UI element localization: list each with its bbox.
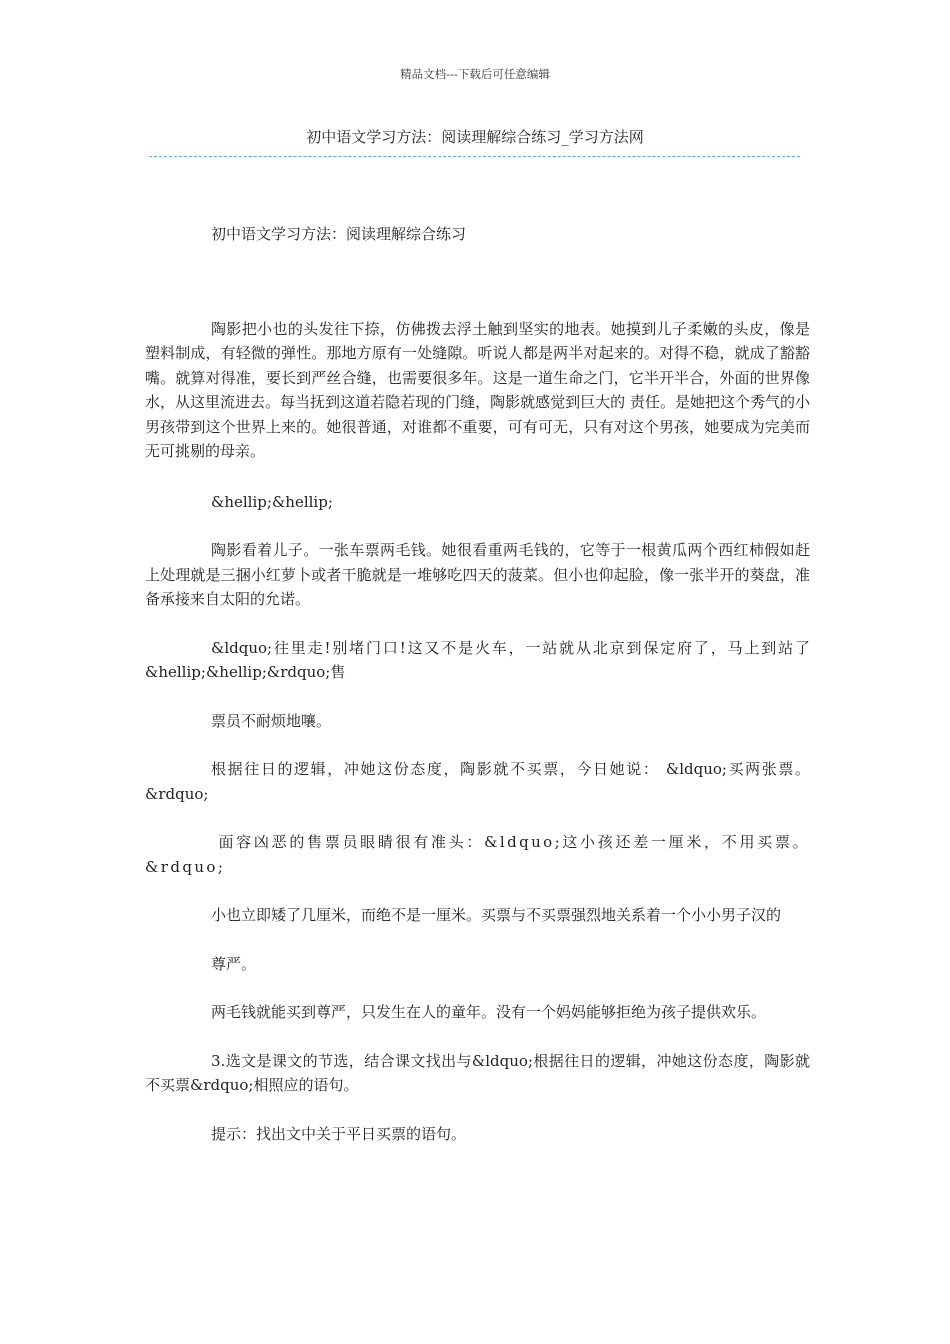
paragraph: 根据往日的逻辑，冲她这份态度，陶影就不买票，今日她说： &ldquo;买两张票。&rdquo;	[145, 760, 810, 803]
paragraph: 票员不耐烦地嚷。	[211, 711, 332, 730]
header-note: 精品文档---下载后可任意编辑	[400, 67, 550, 81]
document-title: 初中语文学习方法：阅读理解综合练习_学习方法网	[306, 128, 644, 146]
paragraph: &hellip;&hellip;	[211, 492, 333, 511]
paragraph: 两毛钱就能买到尊严，只发生在人的童年。没有一个妈妈能够拒绝为孩子提供欢乐。	[211, 1003, 767, 1021]
article-body	[145, 222, 810, 1170]
article-subtitle: 初中语文学习方法：阅读理解综合练习	[211, 225, 467, 243]
paragraph: 面容凶恶的售票员眼睛很有准头：&ldquo;这小孩还差一厘米，不用买票。&rdquo;	[145, 833, 810, 876]
paragraph: 陶影看着儿子。一张车票两毛钱。她很看重两毛钱的，它等于一根黄瓜两个西红柿假如赶上处理就是三捆小红萝卜或者干脆就是一堆够吃四天的菠菜。但小也仰起脸，像一张半开的葵盘，准备承接来自太阳的允诺。	[145, 541, 810, 608]
paragraph: 陶影把小也的头发往下捺，仿佛拨去浮土触到坚实的地表。她摸到儿子柔嫩的头皮，像是塑料制成，有轻微的弹性。那地方原有一处缝隙。听说人都是两半对起来的。对得不稳，就成了豁豁嘴。就算对得准，要长到严丝合缝，也需要很多年。这是一道生命之门，它半开半合，外面的世界像水，从这里流进去。每当抚到这道若隐若现的门缝，陶影就感觉到巨大的 责任。是她把这个秀气的小男孩带到这个世界上来的。她很普通，对谁都不重要，可有可无，只有对这个男孩，她要成为完美而无可挑剔的母亲。	[145, 319, 810, 460]
paragraph: 小也立即矮了几厘米，而绝不是一厘米。买票与不买票强烈地关系着一个小小男子汉的	[211, 906, 782, 924]
paragraph: 尊严。	[211, 954, 257, 973]
hint-paragraph: 提示：找出文中关于平日买票的语句。	[211, 1124, 467, 1143]
question-paragraph: 3.选文是课文的节选，结合课文找出与&ldquo;根据往日的逻辑，冲她这份态度，陶影就不买票&rdquo;相照应的语句。	[145, 1051, 810, 1094]
paragraph: &ldquo;往里走!别堵门口!这又不是火车，一站就从北京到保定府了，马上到站了&hellip;&hellip;&rdquo;售	[145, 638, 810, 681]
title-divider	[149, 156, 800, 157]
